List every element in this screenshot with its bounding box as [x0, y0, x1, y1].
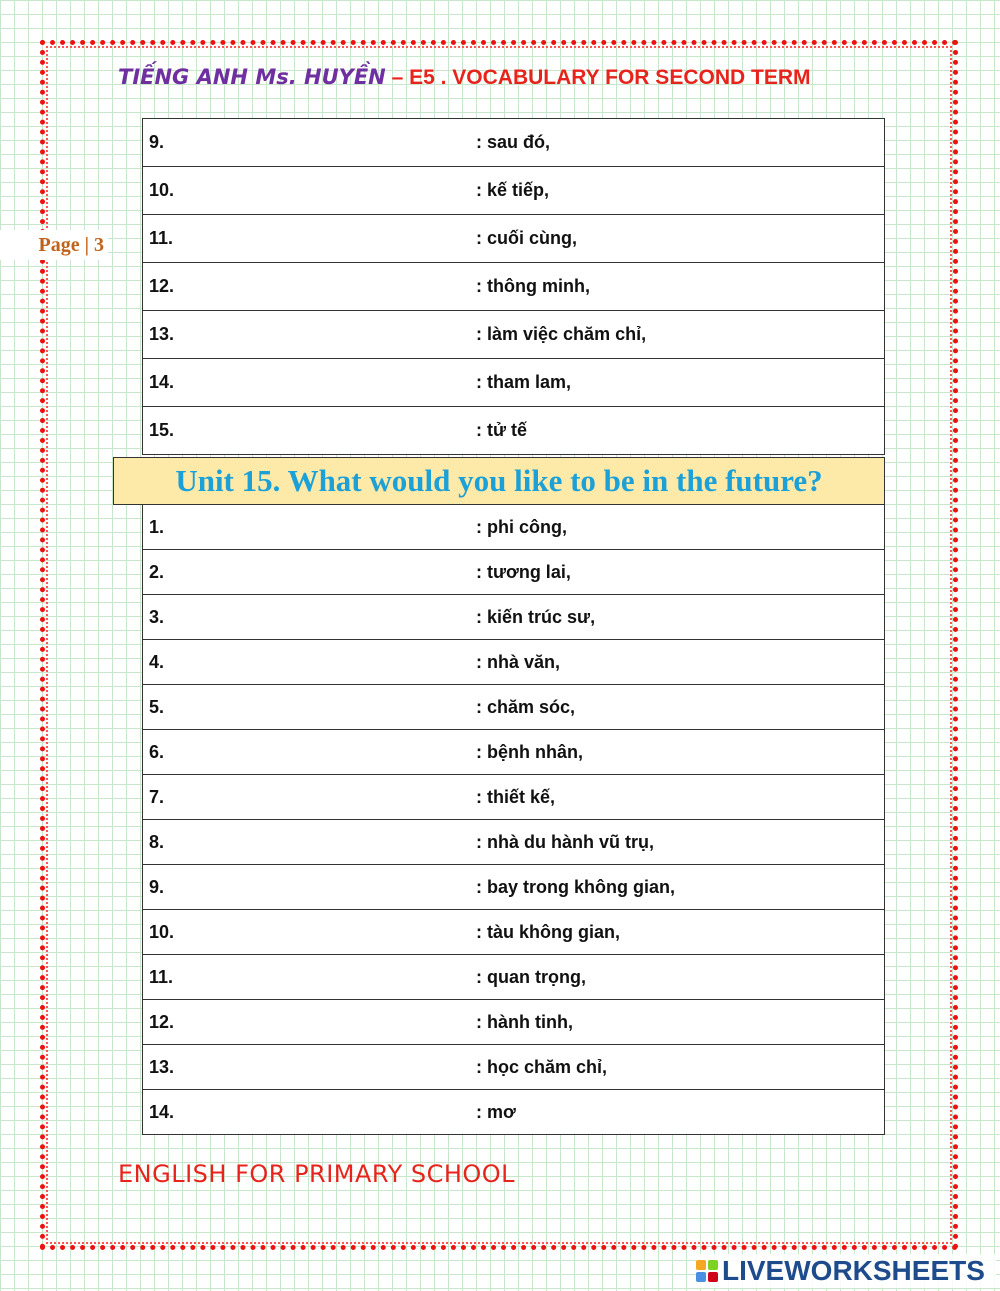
page-number-label: Page | 3 — [0, 230, 108, 260]
table-row — [143, 263, 885, 311]
row-meaning: : cuối cùng, — [464, 215, 885, 263]
row-number: 12. — [143, 1000, 465, 1045]
vocabulary-table-unit15 — [142, 504, 885, 1135]
row-meaning: : tàu không gian, — [464, 910, 885, 955]
table-row — [143, 119, 885, 167]
table-row — [143, 865, 885, 910]
row-number: 9. — [143, 865, 465, 910]
row-meaning: : tham lam, — [464, 359, 885, 407]
row-meaning: : kế tiếp, — [464, 167, 885, 215]
row-number: 14. — [143, 1090, 465, 1135]
row-number: 5. — [143, 685, 465, 730]
row-number: 4. — [143, 640, 465, 685]
row-number: 15. — [143, 407, 465, 455]
table-row — [143, 955, 885, 1000]
row-meaning: : bay trong không gian, — [464, 865, 885, 910]
table-row — [143, 359, 885, 407]
logo-square-4 — [708, 1272, 718, 1282]
row-number: 9. — [143, 119, 465, 167]
row-number: 14. — [143, 359, 465, 407]
row-number: 13. — [143, 311, 465, 359]
liveworksheets-text: LIVEWORKSHEETS — [722, 1255, 985, 1286]
table-row — [143, 550, 885, 595]
row-meaning: : kiến trúc sư, — [464, 595, 885, 640]
table-row — [143, 1045, 885, 1090]
footer-text: ENGLISH FOR PRIMARY SCHOOL — [118, 1160, 516, 1188]
row-number: 8. — [143, 820, 465, 865]
table-row — [143, 505, 885, 550]
header-brand: TIẾNG ANH Ms. HUYỀN — [118, 65, 386, 89]
table-row — [143, 910, 885, 955]
table-row — [143, 311, 885, 359]
table-row — [143, 1000, 885, 1045]
row-number: 11. — [143, 215, 465, 263]
table-row — [143, 215, 885, 263]
row-meaning: : mơ — [464, 1090, 885, 1135]
logo-square-2 — [708, 1260, 718, 1270]
table-row — [143, 595, 885, 640]
row-meaning: : làm việc chăm chỉ, — [464, 311, 885, 359]
row-number: 1. — [143, 505, 465, 550]
row-number: 3. — [143, 595, 465, 640]
row-number: 11. — [143, 955, 465, 1000]
row-meaning: : thiết kế, — [464, 775, 885, 820]
table-row — [143, 775, 885, 820]
row-meaning: : nhà du hành vũ trụ, — [464, 820, 885, 865]
row-meaning: : nhà văn, — [464, 640, 885, 685]
table-row — [143, 820, 885, 865]
row-number: 10. — [143, 167, 465, 215]
logo-square-3 — [696, 1272, 706, 1282]
row-meaning: : tương lai, — [464, 550, 885, 595]
row-number: 13. — [143, 1045, 465, 1090]
header-title: – E5 . VOCABULARY FOR SECOND TERM — [385, 66, 811, 89]
row-number: 2. — [143, 550, 465, 595]
row-meaning: : chăm sóc, — [464, 685, 885, 730]
table-row — [143, 685, 885, 730]
row-meaning: : quan trọng, — [464, 955, 885, 1000]
row-number: 7. — [143, 775, 465, 820]
row-meaning: : học chăm chỉ, — [464, 1045, 885, 1090]
liveworksheets-icon — [696, 1260, 718, 1282]
row-number: 12. — [143, 263, 465, 311]
row-meaning: : tử tế — [464, 407, 885, 455]
unit-title-banner: Unit 15. What would you like to be in the future? — [113, 457, 885, 505]
vocabulary-table-unit14 — [142, 118, 885, 455]
table-row — [143, 407, 885, 455]
row-meaning: : phi công, — [464, 505, 885, 550]
table-row — [143, 730, 885, 775]
liveworksheets-logo[interactable] — [696, 1254, 996, 1288]
row-number: 10. — [143, 910, 465, 955]
logo-square-1 — [696, 1260, 706, 1270]
row-meaning: : sau đó, — [464, 119, 885, 167]
table-row — [143, 1090, 885, 1135]
row-meaning: : bệnh nhân, — [464, 730, 885, 775]
row-meaning: : thông minh, — [464, 263, 885, 311]
page-header — [118, 64, 878, 96]
row-number: 6. — [143, 730, 465, 775]
table-row — [143, 640, 885, 685]
row-meaning: : hành tinh, — [464, 1000, 885, 1045]
table-row — [143, 167, 885, 215]
